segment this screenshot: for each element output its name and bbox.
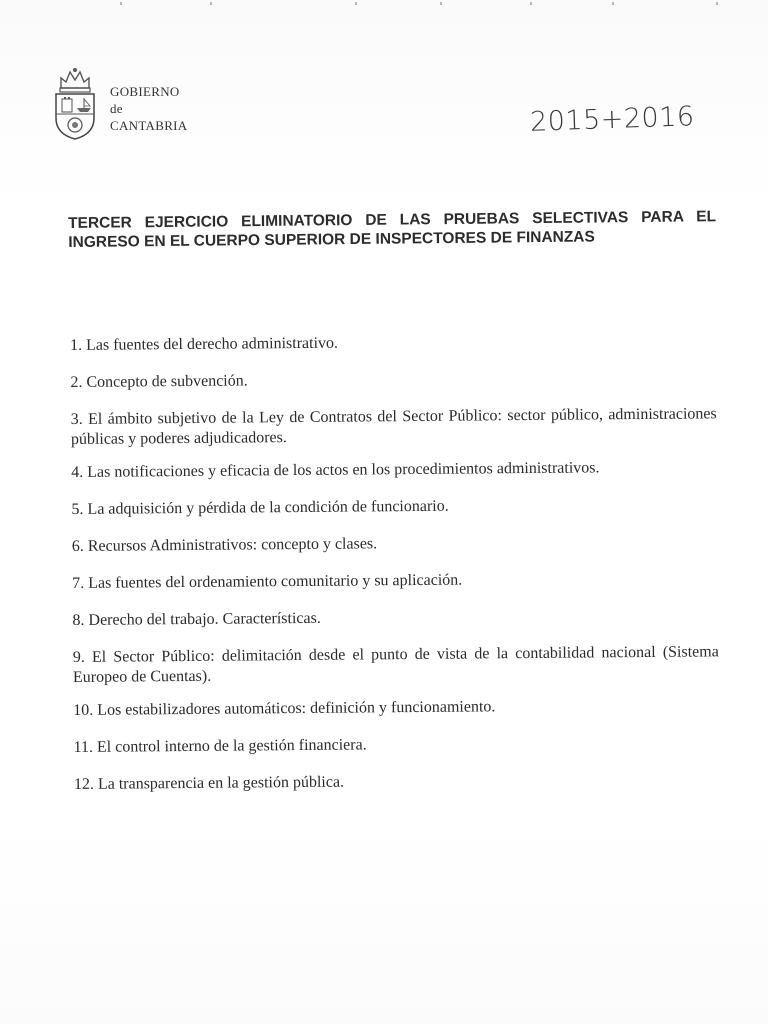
document-title: TERCER EJERCICIO ELIMINATORIO DE LAS PRUEBAS SELECTIVAS PARA EL INGRESO EN EL CUERPO SUPERIOR DE INSPECTORES DE FINANZAS: [68, 208, 717, 251]
handwritten-annotation: 2015+2016: [529, 101, 696, 138]
topic-item: 9. El Sector Público: delimitación desde el punto de vista de la contabilidad nacional (Sistema Europeo de Cuentas).: [72, 643, 719, 686]
topic-item: 12. La transparencia en la gestión pública.: [73, 773, 345, 793]
topic-list: [70, 330, 720, 812]
letterhead-line-1: GOBIERNO: [110, 84, 180, 99]
topic-item: 10. Los estabilizadores automáticos: definición y funcionamiento.: [73, 698, 496, 719]
topic-item: 2. Concepto de subvención.: [70, 372, 248, 391]
topic-item: 5. La adquisición y pérdida de la condición de funcionario.: [71, 497, 449, 518]
topic-item: 6. Recursos Administrativos: concepto y clases.: [71, 535, 378, 555]
topic-item: 11. El control interno de la gestión financiera.: [73, 736, 367, 756]
letterhead-line-2: de: [110, 101, 123, 116]
topic-item: 7. Las fuentes del ordenamiento comunitario y su aplicación.: [72, 571, 463, 592]
government-name: [110, 83, 188, 134]
scan-artifacts: [0, 2, 768, 10]
topic-item: 4. Las notificaciones y eficacia de los actos en los procedimientos administrativos.: [71, 459, 600, 481]
topic-item: 1. Las fuentes del derecho administrativo.: [70, 334, 339, 354]
coat-of-arms-icon: [52, 66, 98, 140]
letterhead-line-3: CANTABRIA: [110, 118, 188, 133]
topic-item: 3. El ámbito subjetivo de la Ley de Contratos del Sector Público: sector público, administraciones públicas y poderes adjudicadores.: [70, 405, 717, 448]
topic-item: 8. Derecho del trabajo. Características.: [72, 609, 321, 629]
letterhead: [52, 66, 292, 142]
